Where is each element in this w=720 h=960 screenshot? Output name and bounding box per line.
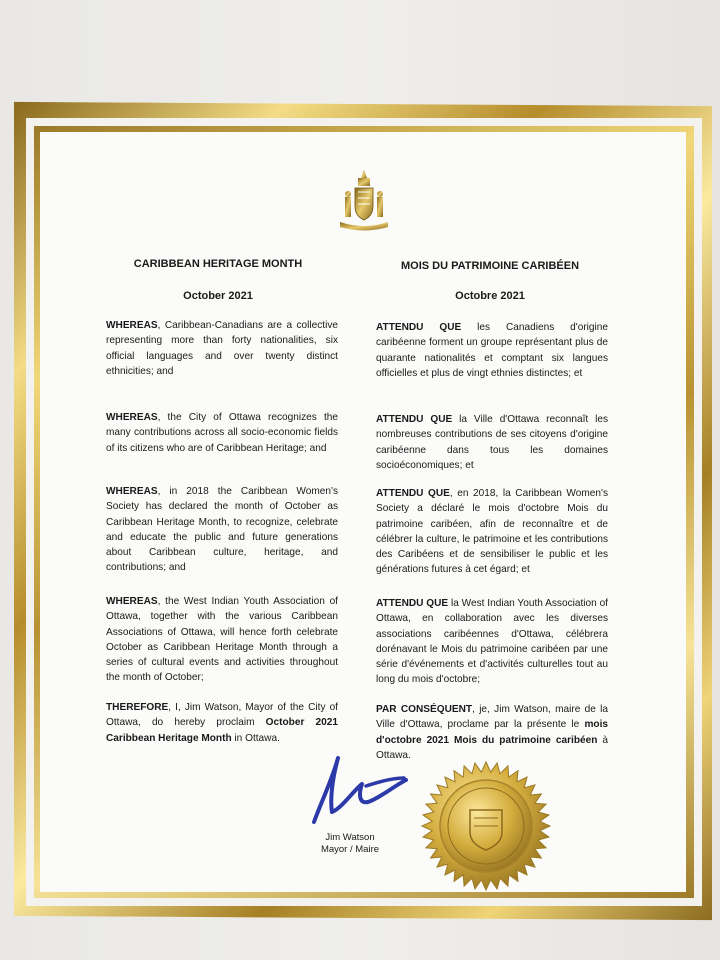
proclamation-paper [40, 132, 686, 892]
signer-block [300, 832, 400, 856]
handwritten-signature [302, 750, 412, 830]
coat-of-arms-icon [336, 168, 392, 234]
french-title: MOIS DU PATRIMOINE CARIBÉEN [400, 260, 580, 272]
french-paragraph-2: ATTENDU QUE la Ville d'Ottawa reconnaît les nombreuses contributions de ses citoyens d'origine caribéenne dans tous les domaines socioéconomiques; et [376, 414, 608, 471]
english-paragraph-4: WHEREAS, the West Indian Youth Association of Ottawa, together with the various Caribbean Associations of Ottawa, will hence forth celebrate October as Caribbean Heritage Month through a series of cultural events and activities throughout the month of October; [106, 596, 338, 684]
english-paragraph-2: WHEREAS, the City of Ottawa recognizes the many contributions across all socio-economic fields of its citizens who are of Caribbean Heritage; and [106, 412, 338, 454]
gold-seal-icon [420, 760, 552, 892]
french-date: Octobre 2021 [455, 290, 525, 302]
french-paragraph-3: ATTENDU QUE, en 2018, la Caribbean Women's Society a déclaré le mois d'octobre Mois du patrimoine caribéen, afin de reconnaître et de célébrer la culture, le patrimoine et les contributions des Caribéens et de sensibiliser le public et les générations futures à cet égard; et [376, 488, 608, 576]
english-title: CARIBBEAN HERITAGE MONTH [133, 258, 303, 270]
french-paragraph-4: ATTENDU QUE la West Indian Youth Association of Ottawa, en collaboration avec les diverses associations caribéennes d'Ottawa, célébrera dorénavant le Mois du patrimoine caribéen par une série d'événements et d'activités culturelles tout au long du mois d'octobre; [376, 598, 608, 686]
french-paragraph-5: PAR CONSÉQUENT, je, Jim Watson, maire de la Ville d'Ottawa, proclame par la présente le mois d'octobre 2021 Mois du patrimoine caribéen à Ottawa. [376, 704, 609, 761]
signer-name: Jim Watson [325, 832, 375, 843]
english-paragraph-3: WHEREAS, in 2018 the Caribbean Women's Society has declared the month of October as Caribbean Heritage Month, to recognize, celebrate and educate the public and future generations about Caribbean culture, heritage, and contributions; and [106, 486, 338, 574]
english-paragraph-5: THEREFORE, I, Jim Watson, Mayor of the City of Ottawa, do hereby proclaim October 2021 Caribbean Heritage Month in Ottawa. [106, 702, 338, 744]
french-paragraph-1: ATTENDU QUE les Canadiens d'origine caribéenne forment un groupe représentant plus de quarante nationalités et comptant six langues officielles et plus de vingt ethnies distinctes; et [376, 322, 609, 379]
signer-role: Mayor / Maire [320, 844, 380, 855]
english-paragraph-1: WHEREAS, Caribbean-Canadians are a collective representing more than forty nationalities, six official languages and over twenty distinct ethnicities; and [106, 320, 338, 377]
english-date: October 2021 [183, 290, 253, 302]
